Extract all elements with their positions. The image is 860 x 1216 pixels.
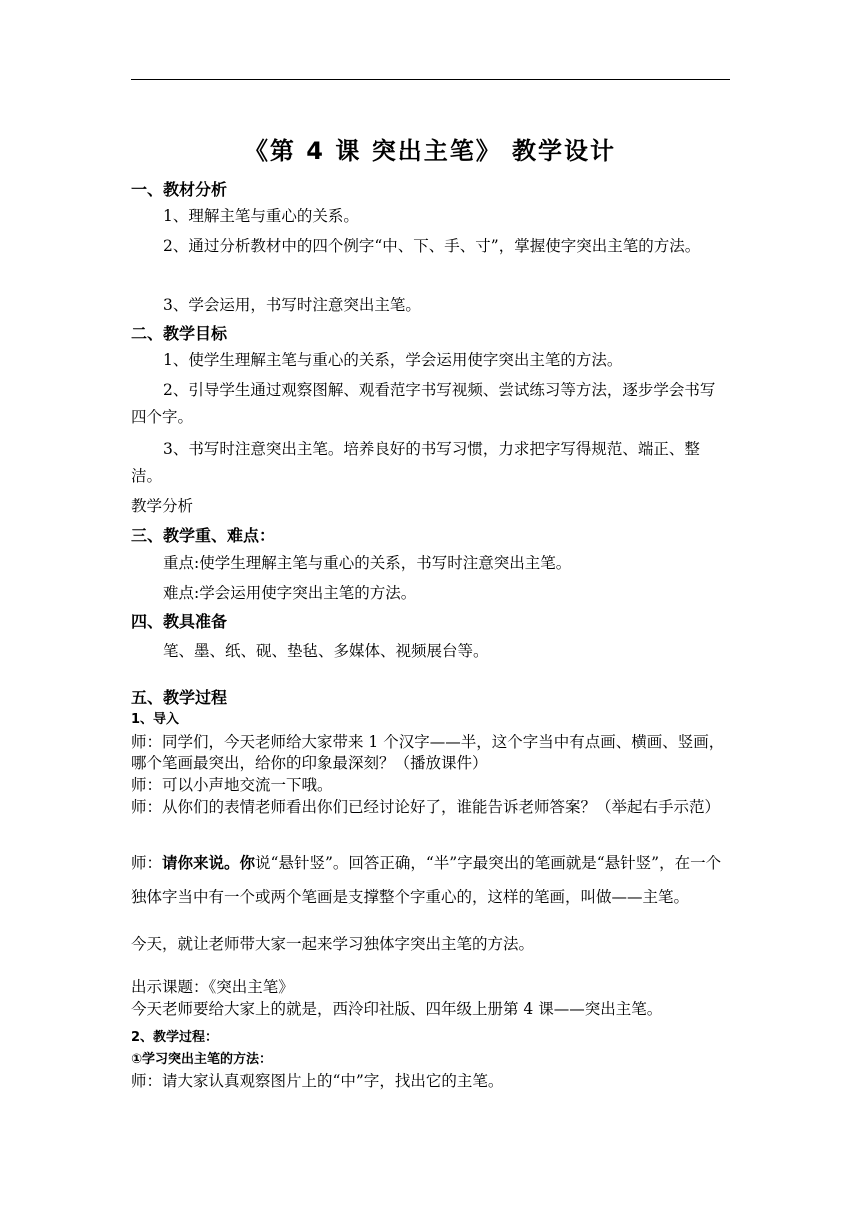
subheading-intro: 1、导入	[131, 712, 180, 727]
list-item: 1、使学生理解主笔与重心的关系，学会运用使字突出主笔的方法。	[163, 351, 623, 369]
teaching-analysis-label: 教学分析	[131, 497, 194, 515]
subheading-method: ①学习突出主笔的方法：	[131, 1052, 273, 1067]
dialogue-answer	[131, 846, 730, 914]
intro-line: 今天老师要给大家上的就是，西泠印社版、四年级上册第 4 课——突出主笔。	[131, 1000, 663, 1018]
section-heading-key-points: 三、教学重、难点：	[131, 526, 276, 545]
key-point: 重点:使学生理解主笔与重心的关系，书写时注意突出主笔。	[163, 554, 572, 572]
answer-bold: 请你来说。你	[162, 853, 256, 872]
list-item: 2、通过分析教材中的四个例字“中、下、手、寸”，掌握使字突出主笔的方法。	[163, 237, 701, 255]
list-item: 2、引导学生通过观察图解、观看范字书写视频、尝试练习等方法，逐步学会书写四个字。	[131, 381, 716, 426]
section-heading-teaching-goals: 二、教学目标	[131, 324, 228, 343]
closing-line: 今天，就让老师带大家一起来学习独体字突出主笔的方法。	[131, 935, 535, 953]
answer-prefix: 师：	[131, 854, 163, 872]
list-item: 1、理解主笔与重心的关系。	[163, 207, 359, 225]
dialogue-line: 师：从你们的表情老师看出你们已经讨论好了，谁能告诉老师答案？（举起右手示范）	[131, 798, 721, 816]
subheading-process: 2、教学过程：	[131, 1030, 219, 1045]
section-heading-materials: 四、教具准备	[131, 612, 228, 631]
topic-line: 出示课题：《突出主笔》	[131, 978, 294, 996]
answer-rest: 说“悬针竖”。回答正确，“半”字最突出的笔画就是“悬针竖”，在一个独体字当中有一个或两个笔画是支撑整个字重心的，这样的笔画，叫做——主笔。	[131, 854, 722, 906]
page-title: 《第 4 课 突出主笔》 教学设计	[243, 137, 617, 165]
materials-list: 笔、墨、纸、砚、垫毡、多媒体、视频展台等。	[163, 642, 489, 660]
difficult-point: 难点:学会运用使字突出主笔的方法。	[163, 584, 417, 602]
section-heading-process: 五、教学过程	[131, 688, 228, 707]
dialogue-line: 师：可以小声地交流一下哦。	[131, 776, 333, 794]
header-rule	[131, 79, 730, 80]
list-item: 3、书写时注意突出主笔。培养良好的书写习惯，力求把字写得规范、端正、整洁。	[131, 440, 700, 485]
dialogue-line: 师：同学们，今天老师给大家带来 1 个汉字——半，这个字当中有点画、横画、竖画，哪个笔画最突出，给你的印象最深刻？（播放课件）	[131, 733, 725, 772]
dialogue-line: 师：请大家认真观察图片上的“中”字，找出它的主笔。	[131, 1072, 504, 1090]
section-heading-textbook-analysis: 一、教材分析	[131, 180, 228, 199]
list-item: 3、学会运用，书写时注意突出主笔。	[163, 296, 421, 314]
